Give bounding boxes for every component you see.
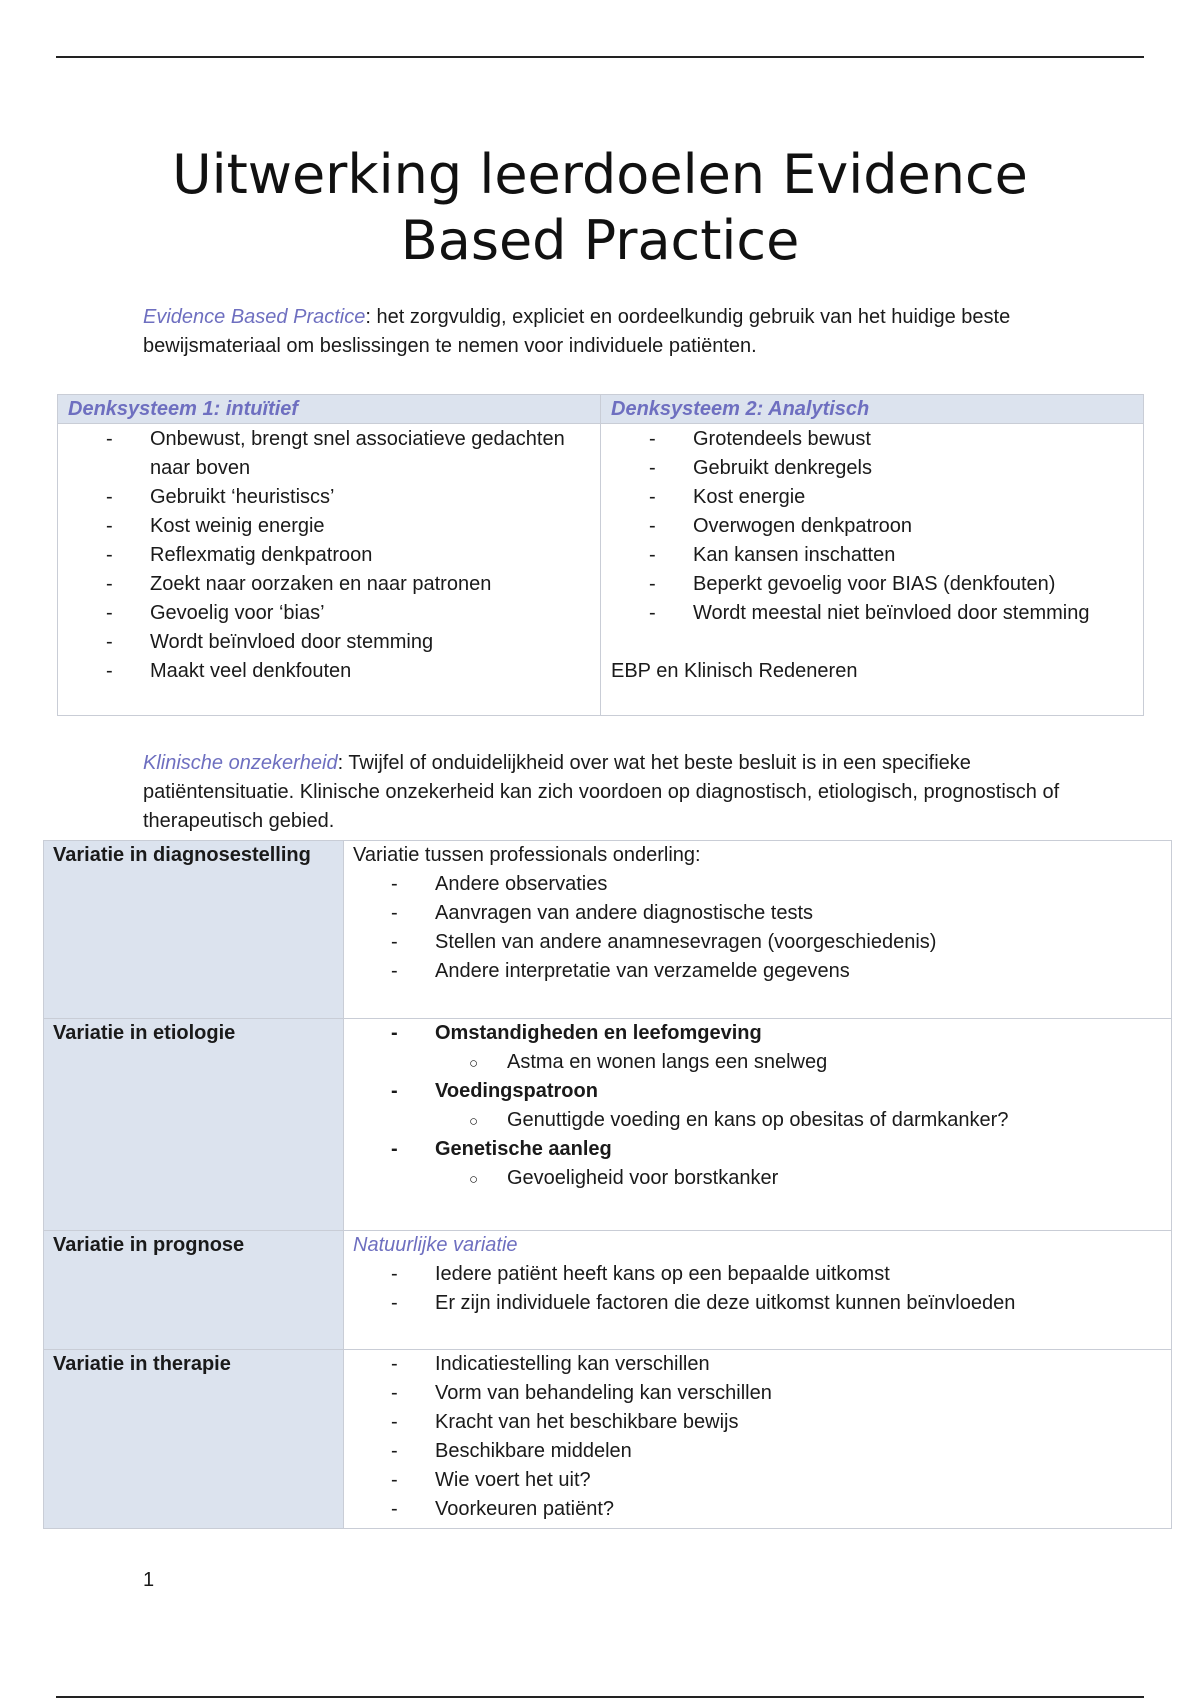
list-item: - Omstandigheden en leefomgeving	[353, 1019, 1162, 1048]
row-label: Variatie in diagnosestelling	[44, 841, 344, 1019]
system-2-header	[601, 395, 1144, 424]
system-2-list	[611, 425, 1133, 628]
system-2-cell	[601, 424, 1144, 716]
thinking-table-header	[58, 395, 1144, 424]
etiologie-list	[353, 1077, 1162, 1106]
row-prognose	[44, 1231, 1172, 1350]
sub-list-item: ○ Astma en wonen langs een snelweg	[353, 1048, 1162, 1077]
list-item: - Aanvragen van andere diagnostische tests	[353, 899, 1162, 928]
row-label: Variatie in etiologie	[44, 1019, 344, 1231]
row-therapie	[44, 1350, 1172, 1529]
list-item: - Iedere patiënt heeft kans op een bepaalde uitkomst	[353, 1260, 1162, 1289]
thinking-systems-table	[57, 394, 1144, 716]
row-etiologie	[44, 1019, 1172, 1231]
therapie-list	[353, 1350, 1162, 1524]
prognose-heading: Natuurlijke variatie	[353, 1234, 518, 1256]
page-number: 1	[143, 1569, 155, 1591]
diagnose-intro: Variatie tussen professionals onderling:	[353, 844, 701, 866]
list-item: - Gebruikt ‘heuristiscs’	[68, 483, 590, 512]
sub-list-item: ○ Genuttigde voeding en kans op obesitas of darmkanker?	[353, 1106, 1162, 1135]
system-1-title: Denksysteem 1: intuïtief	[68, 398, 299, 420]
system-1-header	[58, 395, 601, 424]
list-item: - Wie voert het uit?	[353, 1466, 1162, 1495]
variation-table	[43, 840, 1172, 1529]
etiologie-list	[353, 1019, 1162, 1048]
ebp-definition	[143, 303, 1103, 361]
thinking-table-body	[58, 424, 1144, 716]
list-item: - Voedingspatroon	[353, 1077, 1162, 1106]
row-label: Variatie in therapie	[44, 1350, 344, 1529]
list-item: - Wordt meestal niet beïnvloed door stemming	[611, 599, 1133, 628]
system-2-footer: EBP en Klinisch Redeneren	[611, 660, 858, 682]
list-item: - Maakt veel denkfouten	[68, 657, 590, 686]
list-item: - Onbewust, brengt snel associatieve gedachten naar boven	[68, 425, 590, 483]
list-item: - Genetische aanleg	[353, 1135, 1162, 1164]
sub-list-item: ○ Gevoeligheid voor borstkanker	[353, 1164, 1162, 1193]
ebp-term: Evidence Based Practice	[143, 306, 366, 328]
list-item: - Overwogen denkpatroon	[611, 512, 1133, 541]
list-item: - Wordt beïnvloed door stemming	[68, 628, 590, 657]
title-line-2: Based Practice	[400, 209, 800, 272]
system-1-list	[68, 425, 590, 686]
list-item: - Indicatiestelling kan verschillen	[353, 1350, 1162, 1379]
ebp-text: : het zorgvuldig, expliciet en oordeelkundig gebruik van het huidige beste bewijsmateriaal om beslissingen te nemen voor individuele patiënten.	[143, 306, 1011, 357]
list-item: - Grotendeels bewust	[611, 425, 1133, 454]
list-item: - Kracht van het beschikbare bewijs	[353, 1408, 1162, 1437]
title-line-1: Uitwerking leerdoelen Evidence	[172, 143, 1028, 206]
list-item: - Beperkt gevoelig voor BIAS (denkfouten)	[611, 570, 1133, 599]
list-item: - Reflexmatig denkpatroon	[68, 541, 590, 570]
uncertainty-term: Klinische onzekerheid	[143, 752, 338, 774]
row-diagnose	[44, 841, 1172, 1019]
list-item: - Vorm van behandeling kan verschillen	[353, 1379, 1162, 1408]
row-content	[344, 1019, 1172, 1231]
list-item: - Gebruikt denkregels	[611, 454, 1133, 483]
list-item: - Gevoelig voor ‘bias’	[68, 599, 590, 628]
list-item: - Stellen van andere anamnesevragen (voorgeschiedenis)	[353, 928, 1162, 957]
etiologie-list	[353, 1135, 1162, 1164]
page-title	[0, 142, 1200, 274]
list-item: - Andere observaties	[353, 870, 1162, 899]
footer-rule	[56, 1696, 1144, 1698]
list-item: - Beschikbare middelen	[353, 1437, 1162, 1466]
uncertainty-text: : Twijfel of onduidelijkheid over wat het beste besluit is in een specifieke patiëntensituatie. Klinische onzekerheid kan zich voordoen op diagnostisch, etiologisch, prognostisch of therapeutisch gebied.	[143, 752, 1060, 832]
system-2-title: Denksysteem 2: Analytisch	[611, 398, 870, 420]
row-content	[344, 1350, 1172, 1529]
diagnose-list	[353, 870, 1162, 986]
row-content	[344, 1231, 1172, 1350]
prognose-list	[353, 1260, 1162, 1318]
list-item: - Zoekt naar oorzaken en naar patronen	[68, 570, 590, 599]
sub-list	[353, 1048, 1162, 1077]
list-item: - Voorkeuren patiënt?	[353, 1495, 1162, 1524]
list-item: - Andere interpretatie van verzamelde gegevens	[353, 957, 1162, 986]
sub-list	[353, 1106, 1162, 1135]
row-content	[344, 841, 1172, 1019]
list-item: - Kost weinig energie	[68, 512, 590, 541]
header-rule	[56, 56, 1144, 58]
list-item: - Kost energie	[611, 483, 1133, 512]
row-label: Variatie in prognose	[44, 1231, 344, 1350]
list-item: - Er zijn individuele factoren die deze uitkomst kunnen beïnvloeden	[353, 1289, 1162, 1318]
spacer	[611, 628, 1133, 657]
system-1-cell	[58, 424, 601, 716]
list-item: - Kan kansen inschatten	[611, 541, 1133, 570]
sub-list	[353, 1164, 1162, 1193]
uncertainty-definition	[143, 749, 1103, 836]
